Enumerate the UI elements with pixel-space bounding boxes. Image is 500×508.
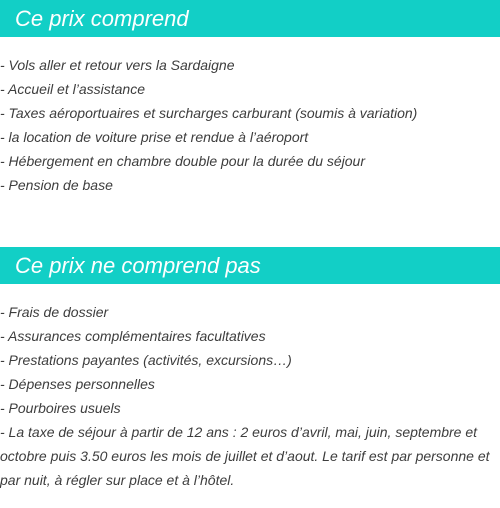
price-includes-list (0, 53, 500, 197)
list-item: - Hébergement en chambre double pour la durée du séjour (0, 153, 366, 169)
price-includes-banner (0, 0, 500, 37)
list-item: - Assurances complémentaires facultatives (0, 328, 266, 344)
list-item: - Frais de dossier (0, 304, 109, 320)
price-excludes-title: Ce prix ne comprend pas (15, 252, 261, 278)
list-item: - Accueil et l’assistance (0, 81, 145, 97)
list-item: - Pension de base (0, 177, 113, 193)
list-item: - Dépenses personnelles (0, 376, 155, 392)
price-excludes-list (0, 300, 500, 492)
list-item: - Prestations payantes (activités, excursions…) (0, 352, 292, 368)
list-item: - Vols aller et retour vers la Sardaigne (0, 57, 235, 73)
list-item: - La taxe de séjour à partir de 12 ans : 2 euros d’avril, mai, juin, septembre et octobre puis 3.50 euros les mois de juillet et d’aout. Le tarif est par personne et par nuit, à régler sur place et à l’hôtel. (0, 424, 490, 488)
list-item: - la location de voiture prise et rendue à l’aéroport (0, 129, 309, 145)
price-includes-title: Ce prix comprend (15, 5, 189, 31)
price-excludes-banner (0, 247, 500, 284)
list-item: - Taxes aéroportuaires et surcharges carburant (soumis à variation) (0, 105, 418, 121)
list-item: - Pourboires usuels (0, 400, 121, 416)
